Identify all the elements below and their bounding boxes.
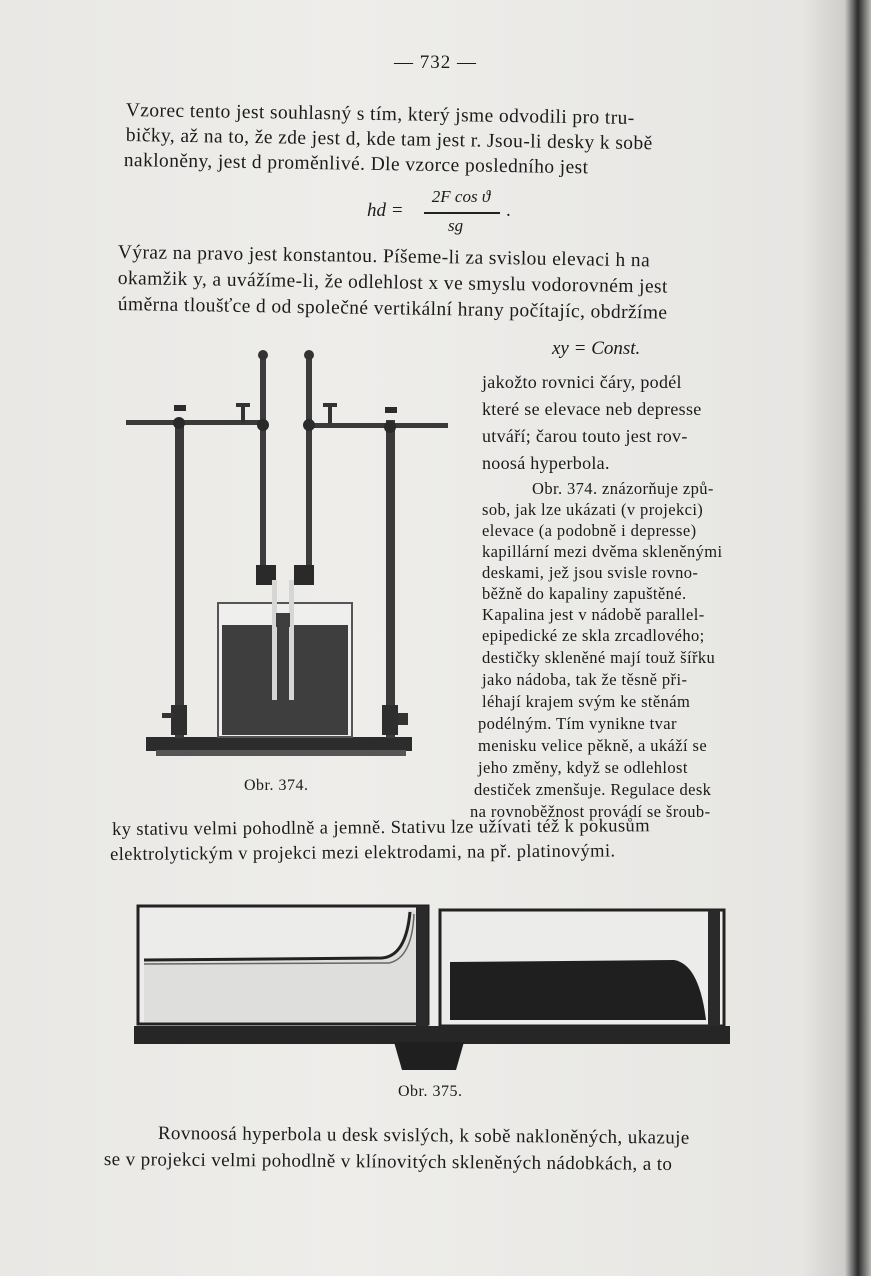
page-number: — 732 —	[394, 52, 477, 73]
figure-374-apparatus	[118, 345, 458, 775]
text-line: deskami, jež jsou svisle rovno-	[482, 563, 699, 582]
text-line: se v projekci velmi pohodlně v klínovitých skleněných nádobkách, a to	[103, 1149, 673, 1175]
fraction-bar	[424, 212, 500, 214]
text-line: epipedické ze skla zrcadlového;	[482, 626, 705, 645]
figure-374-caption: Obr. 374.	[244, 777, 309, 794]
text-line: destičky skleněné mají touž šířku	[482, 648, 716, 667]
text-line: kapillární mezi dvěma skleněnými	[482, 542, 723, 561]
formula-numerator: 2F cos ϑ	[431, 187, 491, 206]
text-line: utváří; čarou touto jest rov-	[482, 426, 688, 446]
figure-375-vessels	[134, 900, 734, 1075]
formula-lhs: hd =	[367, 200, 404, 221]
text-line: Kapalina jest v nádobě parallel-	[482, 605, 705, 624]
text-line: Výraz na pravo jest konstantou. Píšeme-li za svislou elevaci h na	[117, 242, 651, 272]
text-line: elevace (a podobně i depresse)	[482, 521, 697, 540]
formula-denominator: sg	[448, 216, 464, 235]
text-line: léhají krajem svým ke stěnám	[482, 692, 691, 711]
text-line: sob, jak lze ukázati (v projekci)	[482, 500, 704, 519]
figure-375-caption: Obr. 375.	[398, 1083, 463, 1100]
text-line: destiček zmenšuje. Regulace desk	[474, 780, 712, 799]
text-line: noosá hyperbola.	[482, 453, 610, 473]
text-line: jako nádoba, tak že těsně při-	[482, 670, 688, 689]
text-line: elektrolytickým v projekci mezi elektrodami, na př. platinovými.	[110, 841, 616, 865]
text-line: Rovnoosá hyperbola u desk svislých, k sobě nakloněných, ukazuje	[157, 1123, 690, 1149]
text-line: jeho změny, když se odlehlost	[478, 758, 688, 777]
text-line: na rovnoběžnost provádí se šroub-	[470, 802, 711, 821]
text-line: Vzorec tento jest souhlasný s tím, který jsme odvodili pro tru-	[125, 100, 635, 129]
formula-end: .	[506, 200, 511, 221]
text-line: úměrna tloušťce d od společné vertikální hrany počítajíc, obdržíme	[117, 294, 668, 324]
text-line: nakloněny, jest d proměnlivé. Dle vzorce posledního jest	[123, 150, 589, 179]
formula-const: xy = Const.	[552, 338, 641, 359]
text-line: menisku velice pěkně, a ukáží se	[478, 736, 708, 755]
text-line: okamžik y, a uvážíme-li, že odlehlost x ve smyslu vodorovném jest	[117, 268, 668, 298]
text-line: ky stativu velmi pohodlně a jemně. Stativu lze užívati též k pokusům	[112, 816, 651, 840]
text-line: Obr. 374. znázorňuje způ-	[532, 479, 714, 498]
text-line: jakožto rovnici čáry, podél	[482, 372, 682, 392]
text-line: bičky, až na to, že zde jest d, kde tam jest r. Jsou-li desky k sobě	[125, 125, 653, 155]
text-line: běžně do kapaliny zapuštěné.	[482, 584, 687, 603]
text-line: které se elevace neb depresse	[482, 399, 702, 419]
text-line: podélným. Tím vynikne tvar	[478, 714, 677, 733]
